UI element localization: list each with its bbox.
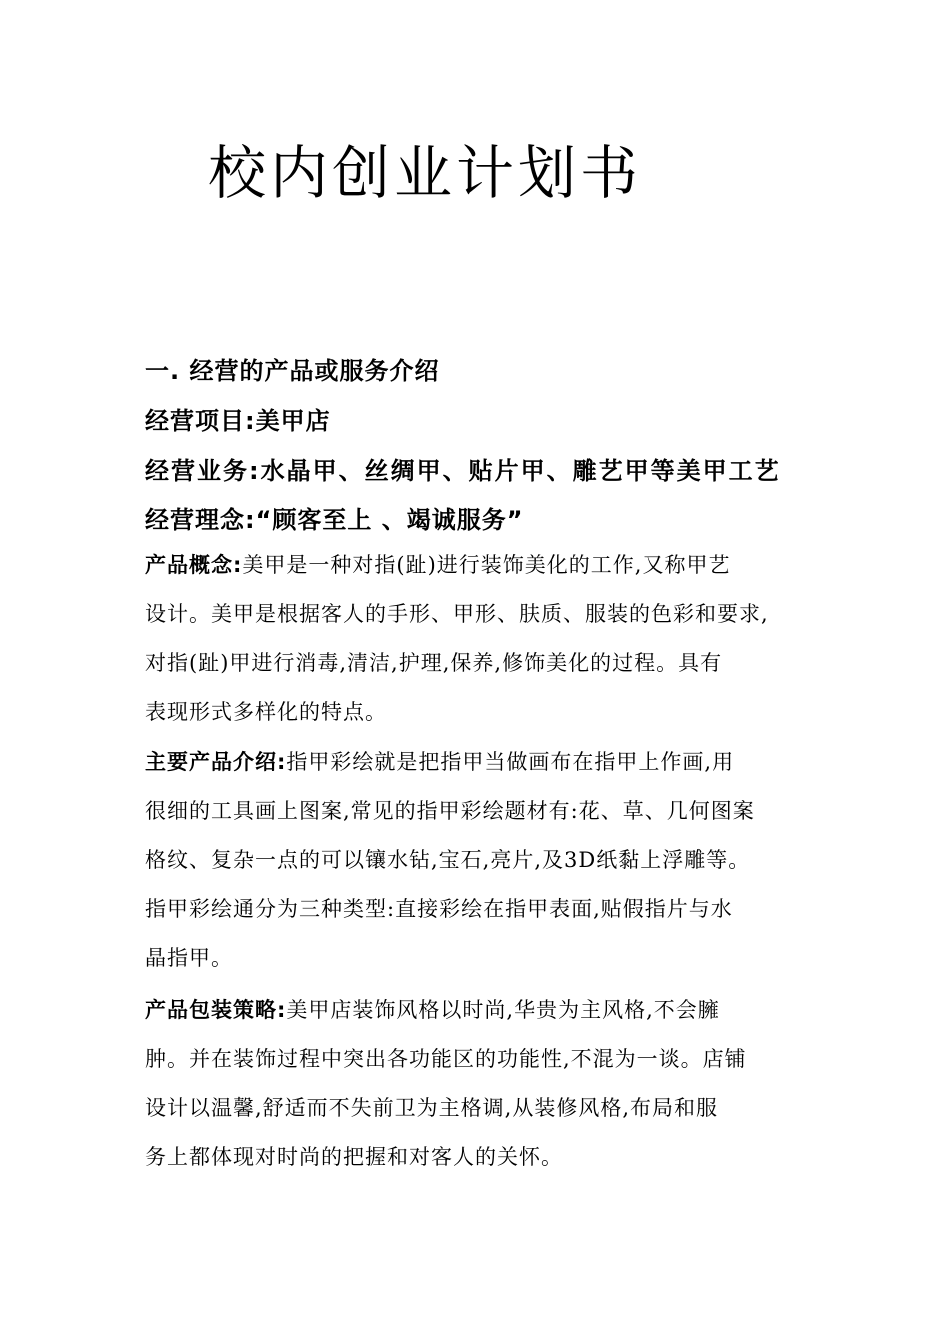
project-line: 经营项目:美甲店	[145, 407, 331, 435]
concept-text-1: 美甲是一种对指(趾)进行装饰美化的工作,又称甲艺	[242, 553, 731, 577]
products-paragraph	[145, 738, 810, 983]
products-text-1: 指甲彩绘就是把指甲当做画布在指甲上作画,用	[286, 750, 735, 774]
products-line-1	[145, 738, 810, 787]
concept-line-1	[145, 541, 810, 590]
packaging-line-3: 设计以温馨,舒适而不失前卫为主格调,从装修风格,布局和服	[145, 1096, 719, 1120]
section-heading: 一. 经营的产品或服务介绍	[145, 357, 440, 385]
products-line-5: 晶指甲。	[145, 946, 233, 970]
concept-line-4: 表现形式多样化的特点。	[145, 700, 387, 724]
packaging-paragraph	[145, 986, 810, 1182]
concept-label: 产品概念:	[145, 553, 243, 577]
document-title: 校内创业计划书	[208, 139, 643, 207]
packaging-line-4: 务上都体现对时尚的把握和对客人的关怀。	[145, 1145, 563, 1169]
products-line-2: 很细的工具画上图案,常见的指甲彩绘题材有:花、草、几何图案	[145, 799, 755, 823]
packaging-line-1	[145, 986, 810, 1035]
business-line: 经营业务:水晶甲、丝绸甲、贴片甲、雕艺甲等美甲工艺	[145, 457, 781, 485]
packaging-label: 产品包装策略:	[145, 998, 287, 1022]
packaging-line-2: 肿。并在装饰过程中突出各功能区的功能性,不混为一谈。店铺	[145, 1047, 747, 1071]
products-line-3: 格纹、复杂一点的可以镶水钻,宝石,亮片,及3D纸黏上浮雕等。	[145, 848, 751, 872]
products-label: 主要产品介绍:	[145, 750, 287, 774]
concept-line-3: 对指(趾)甲进行消毒,清洁,护理,保养,修饰美化的过程。具有	[145, 651, 723, 675]
products-line-4: 指甲彩绘通分为三种类型:直接彩绘在指甲表面,贴假指片与水	[145, 897, 733, 921]
concept-line-2: 设计。美甲是根据客人的手形、甲形、肤质、服装的色彩和要求,	[145, 602, 769, 626]
philosophy-line: 经营理念:“顾客至上 、竭诚服务”	[145, 506, 524, 534]
packaging-text-1: 美甲店装饰风格以时尚,华贵为主风格,不会臃	[286, 998, 720, 1022]
concept-paragraph	[145, 541, 810, 737]
